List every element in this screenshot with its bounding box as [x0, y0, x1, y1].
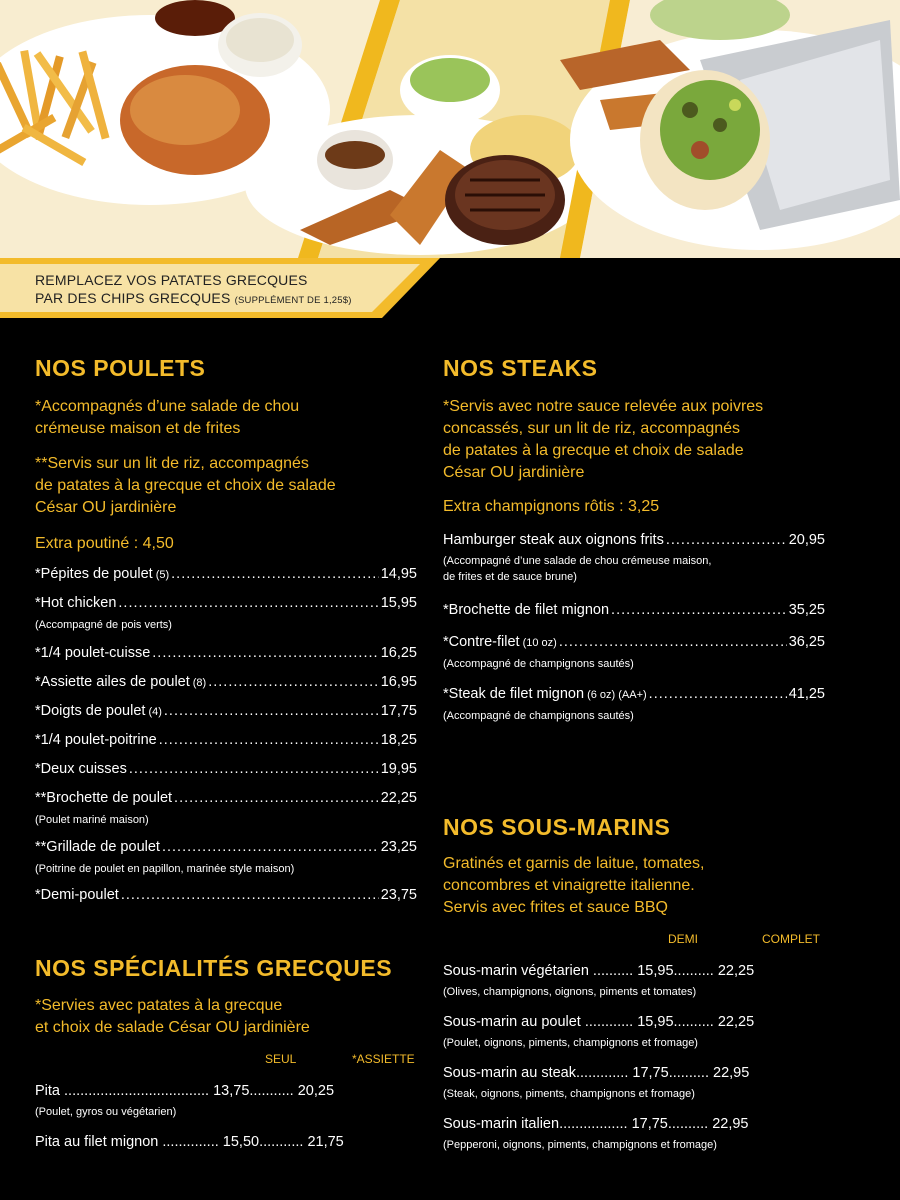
- poulets-item: [35, 566, 417, 582]
- menu-item-price: 18,25: [380, 732, 417, 748]
- hero-food-photos: [0, 0, 900, 258]
- menu-item-desc: (Accompagné de pois verts): [35, 619, 172, 631]
- menu-item-name: *Deux cuisses: [35, 761, 127, 777]
- poulets-item: [35, 595, 417, 611]
- menu-item-name: *1/4 poulet-poitrine: [35, 732, 157, 748]
- menu-item-qty: (5): [155, 569, 170, 581]
- dot-leader: [164, 703, 379, 719]
- sousmarins-col-complet: COMPLET: [762, 932, 821, 946]
- menu-item-name: *Brochette de filet mignon: [443, 602, 610, 618]
- dot-leader: [559, 634, 787, 650]
- menu-item-price: 20,95: [788, 532, 825, 548]
- menu-item-price: 35,25: [788, 602, 825, 618]
- menu-item-qty: (4): [148, 706, 162, 718]
- dot-leader: [162, 839, 379, 855]
- steaks-item: [443, 532, 825, 548]
- banner-supplement: (SUPPLÉMENT DE 1,25$): [234, 295, 352, 306]
- menu-item-price: 41,25: [788, 686, 825, 702]
- menu-item-name: *Assiette ailes de poulet: [35, 674, 190, 690]
- poulets-item: [35, 674, 417, 690]
- menu-item-name: *1/4 poulet-cuisse: [35, 645, 151, 661]
- menu-item-price: 36,25: [788, 634, 825, 650]
- dot-leader: [649, 686, 787, 702]
- menu-item-price: 16,95: [380, 674, 417, 690]
- dot-leader: [666, 532, 787, 548]
- menu-item-qty: (8): [192, 677, 207, 689]
- sousmarins-col-demi: DEMI: [668, 932, 698, 946]
- poulets-note-1: *Accompagnés d’une salade de chou crémeuse maison et de frites: [35, 398, 300, 437]
- section-title-grecques: NOS SPÉCIALITÉS GRECQUES: [35, 955, 393, 981]
- steaks-item: [443, 634, 825, 650]
- poulets-item: [35, 703, 417, 719]
- menu-item-price: 15,95: [380, 595, 417, 611]
- menu-item-sm-italien-desc: (Pepperoni, oignons, piments, champignons et fromage): [443, 1139, 717, 1151]
- dot-leader: [611, 602, 787, 618]
- dot-leader: [174, 790, 379, 806]
- menu-item-sm-poulet: Sous-marin au poulet ............ 15,95.......... 22,25: [443, 1014, 755, 1030]
- steaks-extra: Extra champignons rôtis : 3,25: [443, 498, 660, 515]
- menu-item-sm-italien: Sous-marin italien................. 17,75.......... 22,95: [443, 1116, 749, 1132]
- dot-leader: [171, 566, 379, 582]
- poulets-item: [35, 645, 417, 661]
- menu-item-name: *Contre-filet: [443, 634, 520, 650]
- menu-item-name: *Pépites de poulet: [35, 566, 153, 582]
- grecques-note: *Servies avec patates à la grecque et choix de salade César OU jardinière: [35, 997, 310, 1036]
- poulets-item: [35, 887, 417, 903]
- menu-item-sm-vegetarien-desc: (Olives, champignons, oignons, piments et tomates): [443, 986, 697, 998]
- menu-item-name: *Demi-poulet: [35, 887, 119, 903]
- dot-leader: [208, 674, 378, 690]
- steaks-note: *Servis avec notre sauce relevée aux poivres concassés, sur un lit de riz, accompagnés de patates à la grecque et choix de salade César OU jardinière: [443, 398, 764, 481]
- poulets-extra: Extra poutiné : 4,50: [35, 535, 174, 552]
- menu-item-name: *Hot chicken: [35, 595, 117, 611]
- menu-item-price: 16,25: [380, 645, 417, 661]
- sousmarins-note: Gratinés et garnis de laitue, tomates, concombres et vinaigrette italienne. Servis avec frites et sauce BBQ: [443, 855, 705, 916]
- menu-item-price: 19,95: [380, 761, 417, 777]
- menu-item-name: Hamburger steak aux oignons frits: [443, 532, 664, 548]
- menu-item-price: 23,25: [380, 839, 417, 855]
- dot-leader: [118, 595, 378, 611]
- menu-item-desc: (Poitrine de poulet en papillon, marinée style maison): [35, 863, 295, 875]
- banner-text: [35, 271, 352, 310]
- menu-item-name: **Brochette de poulet: [35, 790, 173, 806]
- menu-item-sm-steak-desc: (Steak, oignons, piments, champignons et fromage): [443, 1088, 695, 1100]
- banner-line-1: REMPLACEZ VOS PATATES GRECQUES: [35, 272, 308, 288]
- menu-item-name: *Doigts de poulet: [35, 703, 146, 719]
- dot-leader: [152, 645, 378, 661]
- menu-item-price: 22,25: [380, 790, 417, 806]
- menu-item-sm-vegetarien: Sous-marin végétarien .......... 15,95.......... 22,25: [443, 963, 755, 979]
- menu-item-pita-desc: (Poulet, gyros ou végétarien): [35, 1106, 177, 1118]
- menu-item-desc: (Accompagné d’une salade de chou crémeuse maison, de frites et de sauce brune): [443, 555, 712, 583]
- menu-item-qty: (6 oz) (AA+): [587, 689, 647, 701]
- dot-leader: [121, 887, 379, 903]
- menu-item-name: *Steak de filet mignon: [443, 686, 585, 702]
- poulets-item: [35, 839, 417, 855]
- menu-item-sm-poulet-desc: (Poulet, oignons, piments, champignons et fromage): [443, 1037, 698, 1049]
- menu-item-desc: (Poulet mariné maison): [35, 814, 149, 826]
- menu-item-price: 17,75: [380, 703, 417, 719]
- poulets-item: [35, 790, 417, 806]
- section-title-steaks: NOS STEAKS: [443, 355, 598, 381]
- menu-item-desc: (Accompagné de champignons sautés): [443, 710, 634, 722]
- menu-item-price: 14,95: [380, 566, 417, 582]
- menu-item-sm-steak: Sous-marin au steak............. 17,75.......... 22,95: [443, 1065, 750, 1081]
- grecques-col-seul: SEUL: [265, 1052, 297, 1066]
- section-title-poulets: NOS POULETS: [35, 355, 206, 381]
- poulets-note-2: **Servis sur un lit de riz, accompagnés de patates à la grecque et choix de salade César OU jardinière: [35, 455, 336, 516]
- banner-line-2: PAR DES CHIPS GRECQUES (SUPPLÉMENT DE 1,25$): [35, 290, 352, 306]
- dot-leader: [129, 761, 379, 777]
- dot-leader: [159, 732, 379, 748]
- poulets-item: [35, 761, 417, 777]
- section-title-sousmarins: NOS SOUS-MARINS: [443, 814, 671, 840]
- food-photo-collage: [0, 0, 900, 258]
- steaks-item: [443, 602, 825, 618]
- grecques-col-assiette: *ASSIETTE: [352, 1052, 415, 1066]
- menu-item-pita-filet-mignon: Pita au filet mignon .............. 15,50........... 21,75: [35, 1134, 344, 1150]
- poulets-item: [35, 732, 417, 748]
- menu-item-desc: (Accompagné de champignons sautés): [443, 658, 634, 670]
- menu-item-name: **Grillade de poulet: [35, 839, 160, 855]
- menu-item-qty: (10 oz): [522, 637, 557, 649]
- steaks-item: [443, 686, 825, 702]
- menu-item-pita: Pita .................................... 13,75........... 20,25: [35, 1083, 335, 1099]
- menu-item-price: 23,75: [380, 887, 417, 903]
